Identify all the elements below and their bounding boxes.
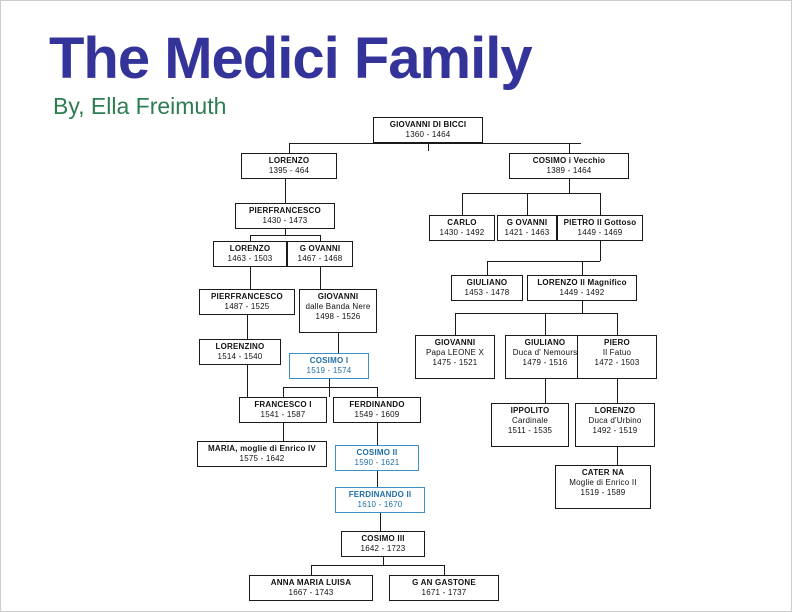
node-name: FERDINANDO II — [348, 490, 412, 499]
node-dates: 1475 - 1521 — [432, 358, 478, 367]
tree-node-cosimo_i[interactable] — [289, 353, 369, 379]
connector-line — [545, 379, 546, 403]
connector-line — [600, 241, 601, 261]
node-dates: 1430 - 1473 — [262, 216, 308, 225]
tree-node-giovanni_leone[interactable] — [415, 335, 495, 379]
node-dates: 1472 - 1503 — [594, 358, 640, 367]
connector-line — [311, 565, 444, 566]
node-dates: 1642 - 1723 — [360, 544, 406, 553]
node-name: G AN GASTONE — [412, 578, 476, 587]
connector-line — [455, 313, 456, 335]
node-dates: 1360 - 1464 — [405, 130, 451, 139]
connector-line — [455, 313, 617, 314]
tree-node-carlo[interactable] — [429, 215, 495, 241]
node-name: PIERFRANCESCO — [211, 292, 283, 301]
connector-line — [428, 143, 429, 151]
connector-line — [383, 557, 384, 565]
tree-node-lorenzo_1463[interactable] — [213, 241, 287, 267]
node-dates: 1453 - 1478 — [464, 288, 510, 297]
node-dates: 1421 - 1463 — [504, 228, 550, 237]
connector-line — [487, 261, 488, 275]
tree-node-piero_fatuo[interactable] — [577, 335, 657, 379]
node-name: GIULIANO — [524, 338, 566, 347]
node-dates: 1430 - 1492 — [439, 228, 485, 237]
node-dates: dalle Banda Nere — [305, 302, 371, 311]
tree-node-giovanni_bicci[interactable] — [373, 117, 483, 143]
node-name: LORENZO Il Magnifico — [537, 278, 627, 287]
node-name: GIULIANO — [466, 278, 508, 287]
node-dates: 1549 - 1609 — [354, 410, 400, 419]
node-dates: 1511 - 1535 — [507, 426, 553, 435]
connector-line — [569, 143, 570, 153]
node-name: ANNA MARIA LUISA — [270, 578, 352, 587]
tree-node-cosimo_ii[interactable] — [335, 445, 419, 471]
connector-line — [582, 261, 583, 275]
tree-node-giovanni_bande[interactable] — [299, 289, 377, 333]
connector-line — [289, 143, 290, 153]
node-dates: 1487 - 1525 — [224, 302, 270, 311]
node-name: G OVANNI — [506, 218, 548, 227]
connector-line — [617, 379, 618, 403]
node-name: PIERO — [604, 338, 630, 347]
node-dates: 1519 - 1589 — [580, 488, 626, 497]
connector-line — [329, 379, 330, 397]
node-name: MARIA, moglie di Enrico IV — [208, 444, 316, 453]
node-dates: 1467 - 1468 — [297, 254, 343, 263]
connector-line — [377, 423, 378, 445]
node-name: COSIMO II — [356, 448, 398, 457]
node-dates: Moglie di Enrico II — [569, 478, 637, 487]
node-dates: 1479 - 1516 — [522, 358, 568, 367]
node-dates: 1449 - 1492 — [559, 288, 605, 297]
tree-node-giuliano_nemours[interactable] — [505, 335, 585, 379]
node-dates: 1395 - 464 — [268, 166, 310, 175]
node-dates: 1449 - 1469 — [577, 228, 623, 237]
connector-line — [569, 179, 570, 193]
node-name: GIOVANNI — [317, 292, 359, 301]
connector-line — [462, 193, 600, 194]
connector-line — [283, 387, 284, 397]
tree-node-giovanni_1421[interactable] — [497, 215, 557, 241]
connector-line — [250, 235, 320, 236]
connector-line — [582, 301, 583, 313]
node-dates: 1389 - 1464 — [546, 166, 592, 175]
node-name: COSIMO III — [361, 534, 405, 543]
node-dates: 1671 - 1737 — [421, 588, 467, 597]
node-name: CATER NA — [581, 468, 625, 477]
connector-line — [311, 565, 312, 575]
connector-line — [377, 471, 378, 487]
connector-line — [617, 447, 618, 465]
connector-line — [250, 267, 251, 289]
tree-node-pierfrancesco_1487[interactable] — [199, 289, 295, 315]
tree-node-giuliano_1453[interactable] — [451, 275, 523, 301]
node-name: COSIMO I — [309, 356, 349, 365]
connector-line — [289, 143, 581, 144]
node-name: LORENZO — [229, 244, 271, 253]
node-dates: 1541 - 1587 — [260, 410, 306, 419]
node-name: PIERFRANCESCO — [249, 206, 321, 215]
connector-line — [247, 315, 248, 339]
tree-node-lorenzo_1395[interactable] — [241, 153, 337, 179]
connector-line — [487, 261, 600, 262]
tree-node-cosimo_vecchio[interactable] — [509, 153, 629, 179]
node-name: COSIMO i Vecchio — [532, 156, 606, 165]
node-name: GIOVANNI — [434, 338, 476, 347]
node-dates: Duca d'Urbino — [588, 416, 642, 425]
connector-line — [617, 313, 618, 335]
tree-node-pierfrancesco_1430[interactable] — [235, 203, 335, 229]
connector-line — [247, 365, 248, 397]
tree-node-giovanni_1467[interactable] — [287, 241, 353, 267]
tree-node-lorenzo_magnifico[interactable] — [527, 275, 637, 301]
connector-line — [444, 565, 445, 575]
node-dates: Duca d' Nemours — [512, 348, 578, 357]
connector-line — [338, 333, 339, 353]
node-name: G OVANNI — [299, 244, 341, 253]
connector-line — [320, 267, 321, 289]
tree-node-francesco_i[interactable] — [239, 397, 327, 423]
tree-node-ferdinando_ii[interactable] — [335, 487, 425, 513]
node-name: LORENZO — [268, 156, 310, 165]
connector-line — [377, 387, 378, 397]
node-dates: Cardinale — [511, 416, 549, 425]
connector-line — [462, 193, 463, 215]
node-name: LORENZO — [594, 406, 636, 415]
tree-node-ferdinando_i[interactable] — [333, 397, 421, 423]
node-name: LORENZINO — [215, 342, 265, 351]
node-dates: 1492 - 1519 — [592, 426, 638, 435]
node-name: PIETRO Il Gottoso — [563, 218, 637, 227]
node-dates: Papa LEONE X — [426, 348, 484, 357]
node-name: CARLO — [447, 218, 477, 227]
connector-line — [380, 513, 381, 531]
page-subtitle: By, Ella Freimuth — [53, 93, 227, 119]
tree-node-gian_gastone[interactable] — [389, 575, 499, 601]
tree-node-piero_gottoso[interactable] — [557, 215, 643, 241]
node-dates: Il Fatuo — [602, 348, 632, 357]
node-dates: 1463 - 1503 — [227, 254, 273, 263]
connector-line — [285, 179, 286, 203]
tree-node-lorenzino[interactable] — [199, 339, 281, 365]
connector-line — [545, 313, 546, 335]
node-name: GIOVANNI DI BICCI — [389, 120, 467, 129]
tree-node-ippolito[interactable] — [491, 403, 569, 447]
node-name: FRANCESCO I — [254, 400, 312, 409]
tree-node-caterina[interactable] — [555, 465, 651, 509]
tree-node-cosimo_iii[interactable] — [341, 531, 425, 557]
connector-line — [283, 387, 377, 388]
tree-node-anna_maria_luisa[interactable] — [249, 575, 373, 601]
tree-node-lorenzo_urbino[interactable] — [575, 403, 655, 447]
node-name: FERDINANDO — [349, 400, 405, 409]
node-dates: 1498 - 1526 — [315, 312, 361, 321]
node-dates: 1667 - 1743 — [288, 588, 334, 597]
node-dates: 1519 - 1574 — [306, 366, 352, 375]
node-dates: 1590 - 1621 — [354, 458, 400, 467]
node-dates: 1514 - 1540 — [217, 352, 263, 361]
node-name: IPPOLITO — [510, 406, 550, 415]
page-title: The Medici Family — [49, 26, 532, 91]
node-dates: 1575 - 1642 — [239, 454, 285, 463]
connector-line — [283, 423, 284, 441]
node-dates: 1610 - 1670 — [357, 500, 403, 509]
tree-node-maria_enrico_iv[interactable] — [197, 441, 327, 467]
connector-line — [600, 193, 601, 215]
connector-line — [527, 193, 528, 215]
